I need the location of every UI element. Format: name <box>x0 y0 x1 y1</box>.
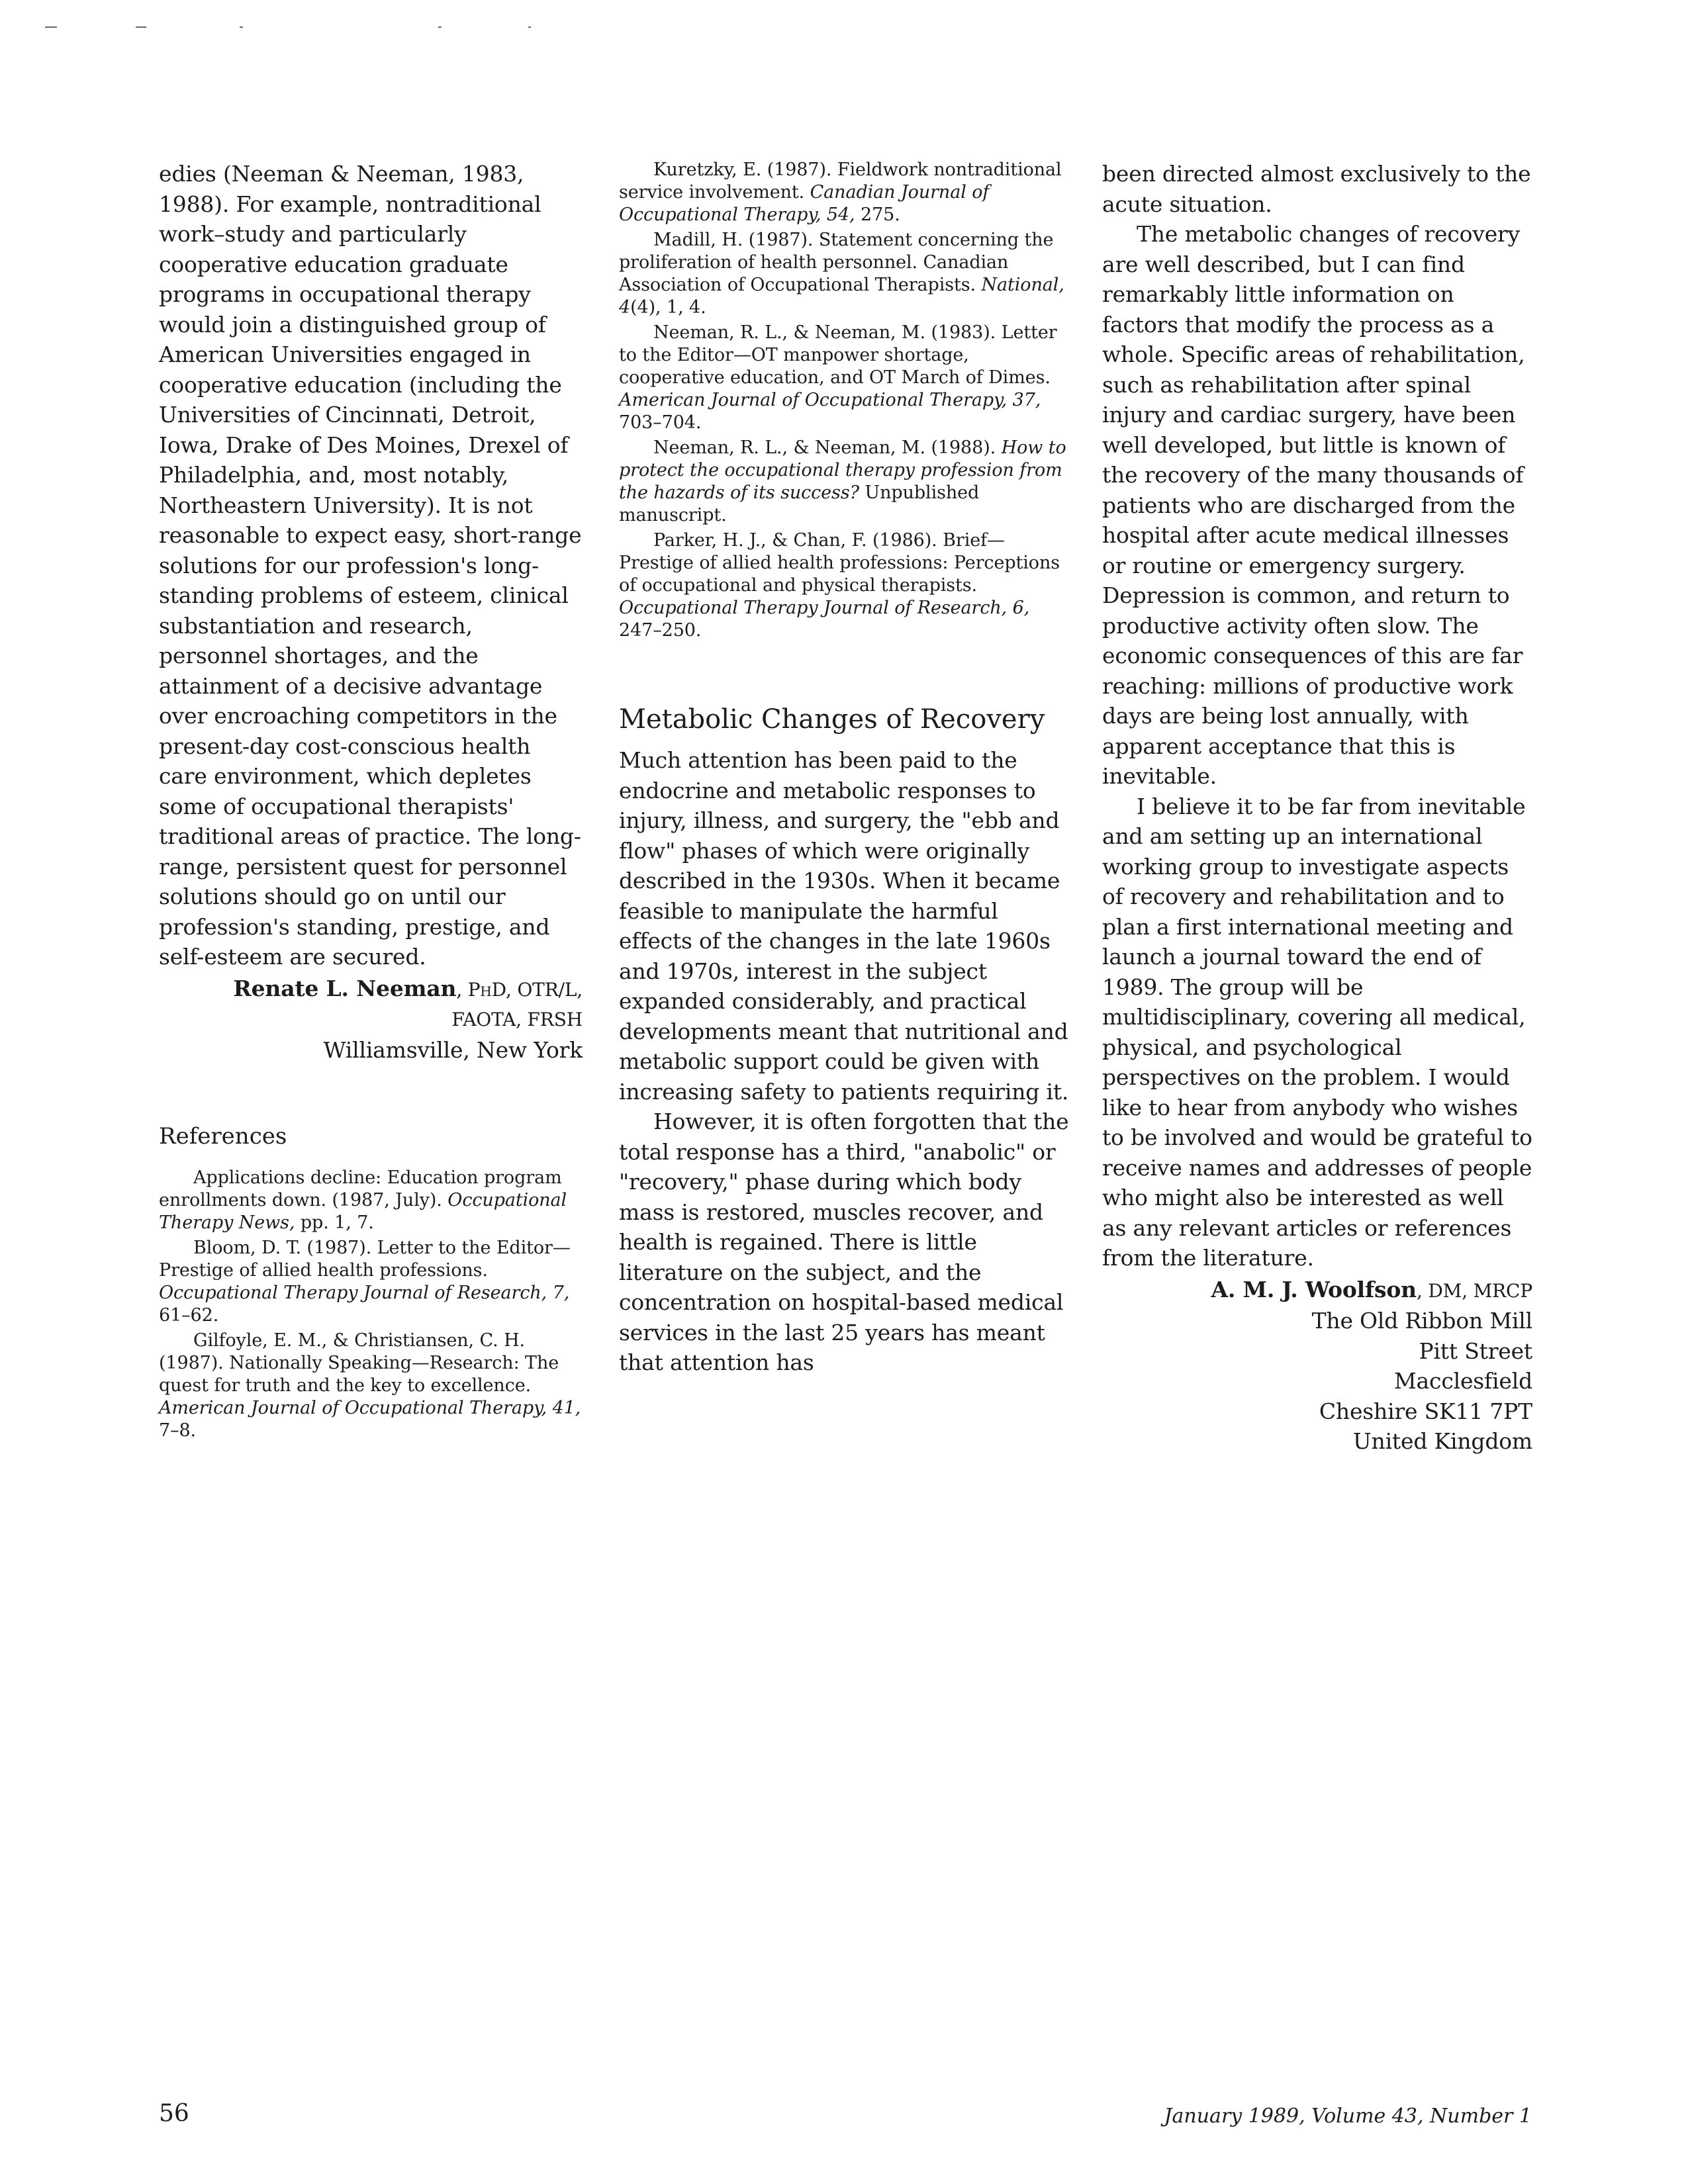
author-credentials: , DM, MRCP <box>1416 1279 1532 1302</box>
paragraph: However, it is often forgotten that the total response has a third, "anabolic" or "recovery," phase during which body mass is restored, muscles recover, and health is regained. There is little literature on the subject, and the concentration on hospital-based medical services in the last 25 years has meant that attention has <box>619 1109 1069 1375</box>
reference-item: Madill, H. (1987). Statement concerning the proliferation of health personnel. Canadian Association of Occupational Therapists. National, 4(4), 1, 4. <box>619 230 1064 318</box>
reference-item: Bloom, D. T. (1987). Letter to the Editor—Prestige of allied health professions. Occupational Therapy Journal of Research, 7, 61–62. <box>159 1238 571 1326</box>
author-name: A. M. J. Woolfson <box>1211 1276 1417 1302</box>
reference-list-continued <box>619 159 1069 642</box>
column-middle <box>619 159 1069 1378</box>
column-right <box>1102 159 1532 1457</box>
address-line: The Old Ribbon Mill <box>1311 1308 1532 1334</box>
scan-mark <box>528 26 531 28</box>
page-number: 56 <box>159 2100 189 2127</box>
column-left <box>159 159 583 1445</box>
reference-list <box>159 1167 583 1442</box>
article-body-continued <box>1102 159 1532 1273</box>
reference-item: Neeman, R. L., & Neeman, M. (1983). Letter to the Editor—OT manpower shortage, cooperative education, and OT March of Dimes. American Journal of Occupational Therapy, 37, 703–704. <box>619 322 1057 433</box>
scan-mark <box>45 26 57 28</box>
reference-item: Applications decline: Education program enrollments down. (1987, July). Occupational Therapy News, pp. 1, 7. <box>159 1167 567 1233</box>
reference-item: Gilfoyle, E. M., & Christiansen, C. H. (1987). Nationally Speaking—Research: The quest for truth and the key to excellence. American Journal of Occupational Therapy, 41, 7–8. <box>159 1330 581 1441</box>
reference-item: Parker, H. J., & Chan, F. (1986). Brief—Prestige of allied health professions: Perceptions of occupational and physical therapists. Occupational Therapy Journal of Research, 6, 247–250. <box>619 530 1060 641</box>
author-location: Williamsville, New York <box>323 1036 583 1063</box>
paragraph: edies (Neeman & Neeman, 1983, 1988). For example, nontraditional work–study and particularly cooperative education graduate programs in occupational therapy would join a distinguished group of American Universities engaged in cooperative education (including the Universities of Cincinnati, Detroit, Iowa, Drake of Des Moines, Drexel of Philadelphia, and, most notably, Northeastern University). It is not reasonable to expect easy, short-range solutions for our profession's long-standing problems of esteem, clinical substantiation and research, personnel shortages, and the attainment of a decisive advantage over encroaching competitors in the present-day cost-conscious health care environment, which depletes some of occupational therapists' traditional areas of practice. The long-range, persistent quest for personnel solutions should go on until our profession's standing, prestige, and self-esteem are secured. <box>159 161 582 970</box>
issue-info: January 1989, Volume 43, Number 1 <box>1164 2105 1532 2128</box>
scan-mark <box>240 26 243 28</box>
address-line: Pitt Street <box>1419 1338 1532 1364</box>
paragraph: Much attention has been paid to the endocrine and metabolic responses to injury, illness, and surgery, the "ebb and flow" phases of which were originally described in the 1930s. When it became feasible to manipulate the harmful effects of the changes in the late 1960s and 1970s, interest in the subject expanded considerably, and practical developments meant that nutritional and metabolic support could be given with increasing safety to patients requiring it. <box>619 747 1069 1105</box>
signature-line <box>1102 1275 1532 1306</box>
paragraph: I believe it to be far from inevitable and am setting up an international working group to investigate aspects of recovery and rehabilitation and to plan a first international meeting and launch a journal toward the end of 1989. The group will be multidisciplinary, covering all medical, physical, and psychological perspectives on the problem. I would like to hear from anybody who wishes to be involved and would be grateful to receive names and addresses of people who might also be interested as well as any relevant articles or references from the literature. <box>1102 793 1532 1271</box>
section-title: Metabolic Changes of Recovery <box>619 704 1045 735</box>
article-body <box>619 745 1069 1378</box>
signature-block-neeman <box>159 974 583 1066</box>
author-credentials: , PhD, OTR/L, <box>456 978 583 1001</box>
signature-line <box>159 974 583 1005</box>
reference-item: Kuretzky, E. (1987). Fieldwork nontraditional service involvement. Canadian Journal of Occupational Therapy, 54, 275. <box>619 159 1062 225</box>
scan-mark <box>438 26 442 28</box>
author-credentials-cont: FAOTA, FRSH <box>451 1009 583 1030</box>
signature-block-woolfson <box>1102 1275 1532 1457</box>
address-line: United Kingdom <box>1352 1428 1532 1454</box>
scan-mark <box>136 26 146 28</box>
address-line: Cheshire SK11 7PT <box>1319 1398 1532 1424</box>
letter-body-neeman <box>159 159 583 972</box>
address-line: Macclesfield <box>1393 1368 1532 1394</box>
paragraph: The metabolic changes of recovery are well described, but I can find remarkably little information on factors that modify the process as a whole. Specific areas of rehabilitation, such as rehabilitation after spinal injury and cardiac surgery, have been well developed, but little is known of the recovery of the many thousands of patients who are discharged from the hospital after acute medical illnesses or routine or emergency surgery. Depression is common, and return to productive activity often slow. The economic consequences of this are far reaching: millions of productive work days are being lost annually, with apparent acceptance that this is inevitable. <box>1102 221 1525 789</box>
author-name: Renate L. Neeman <box>233 975 457 1001</box>
paragraph: been directed almost exclusively to the acute situation. <box>1102 161 1531 217</box>
references-heading: References <box>159 1123 287 1150</box>
reference-item: Neeman, R. L., & Neeman, M. (1988). How to protect the occupational therapy profession from the hazards of its success? Unpublished manuscript. <box>619 437 1066 525</box>
